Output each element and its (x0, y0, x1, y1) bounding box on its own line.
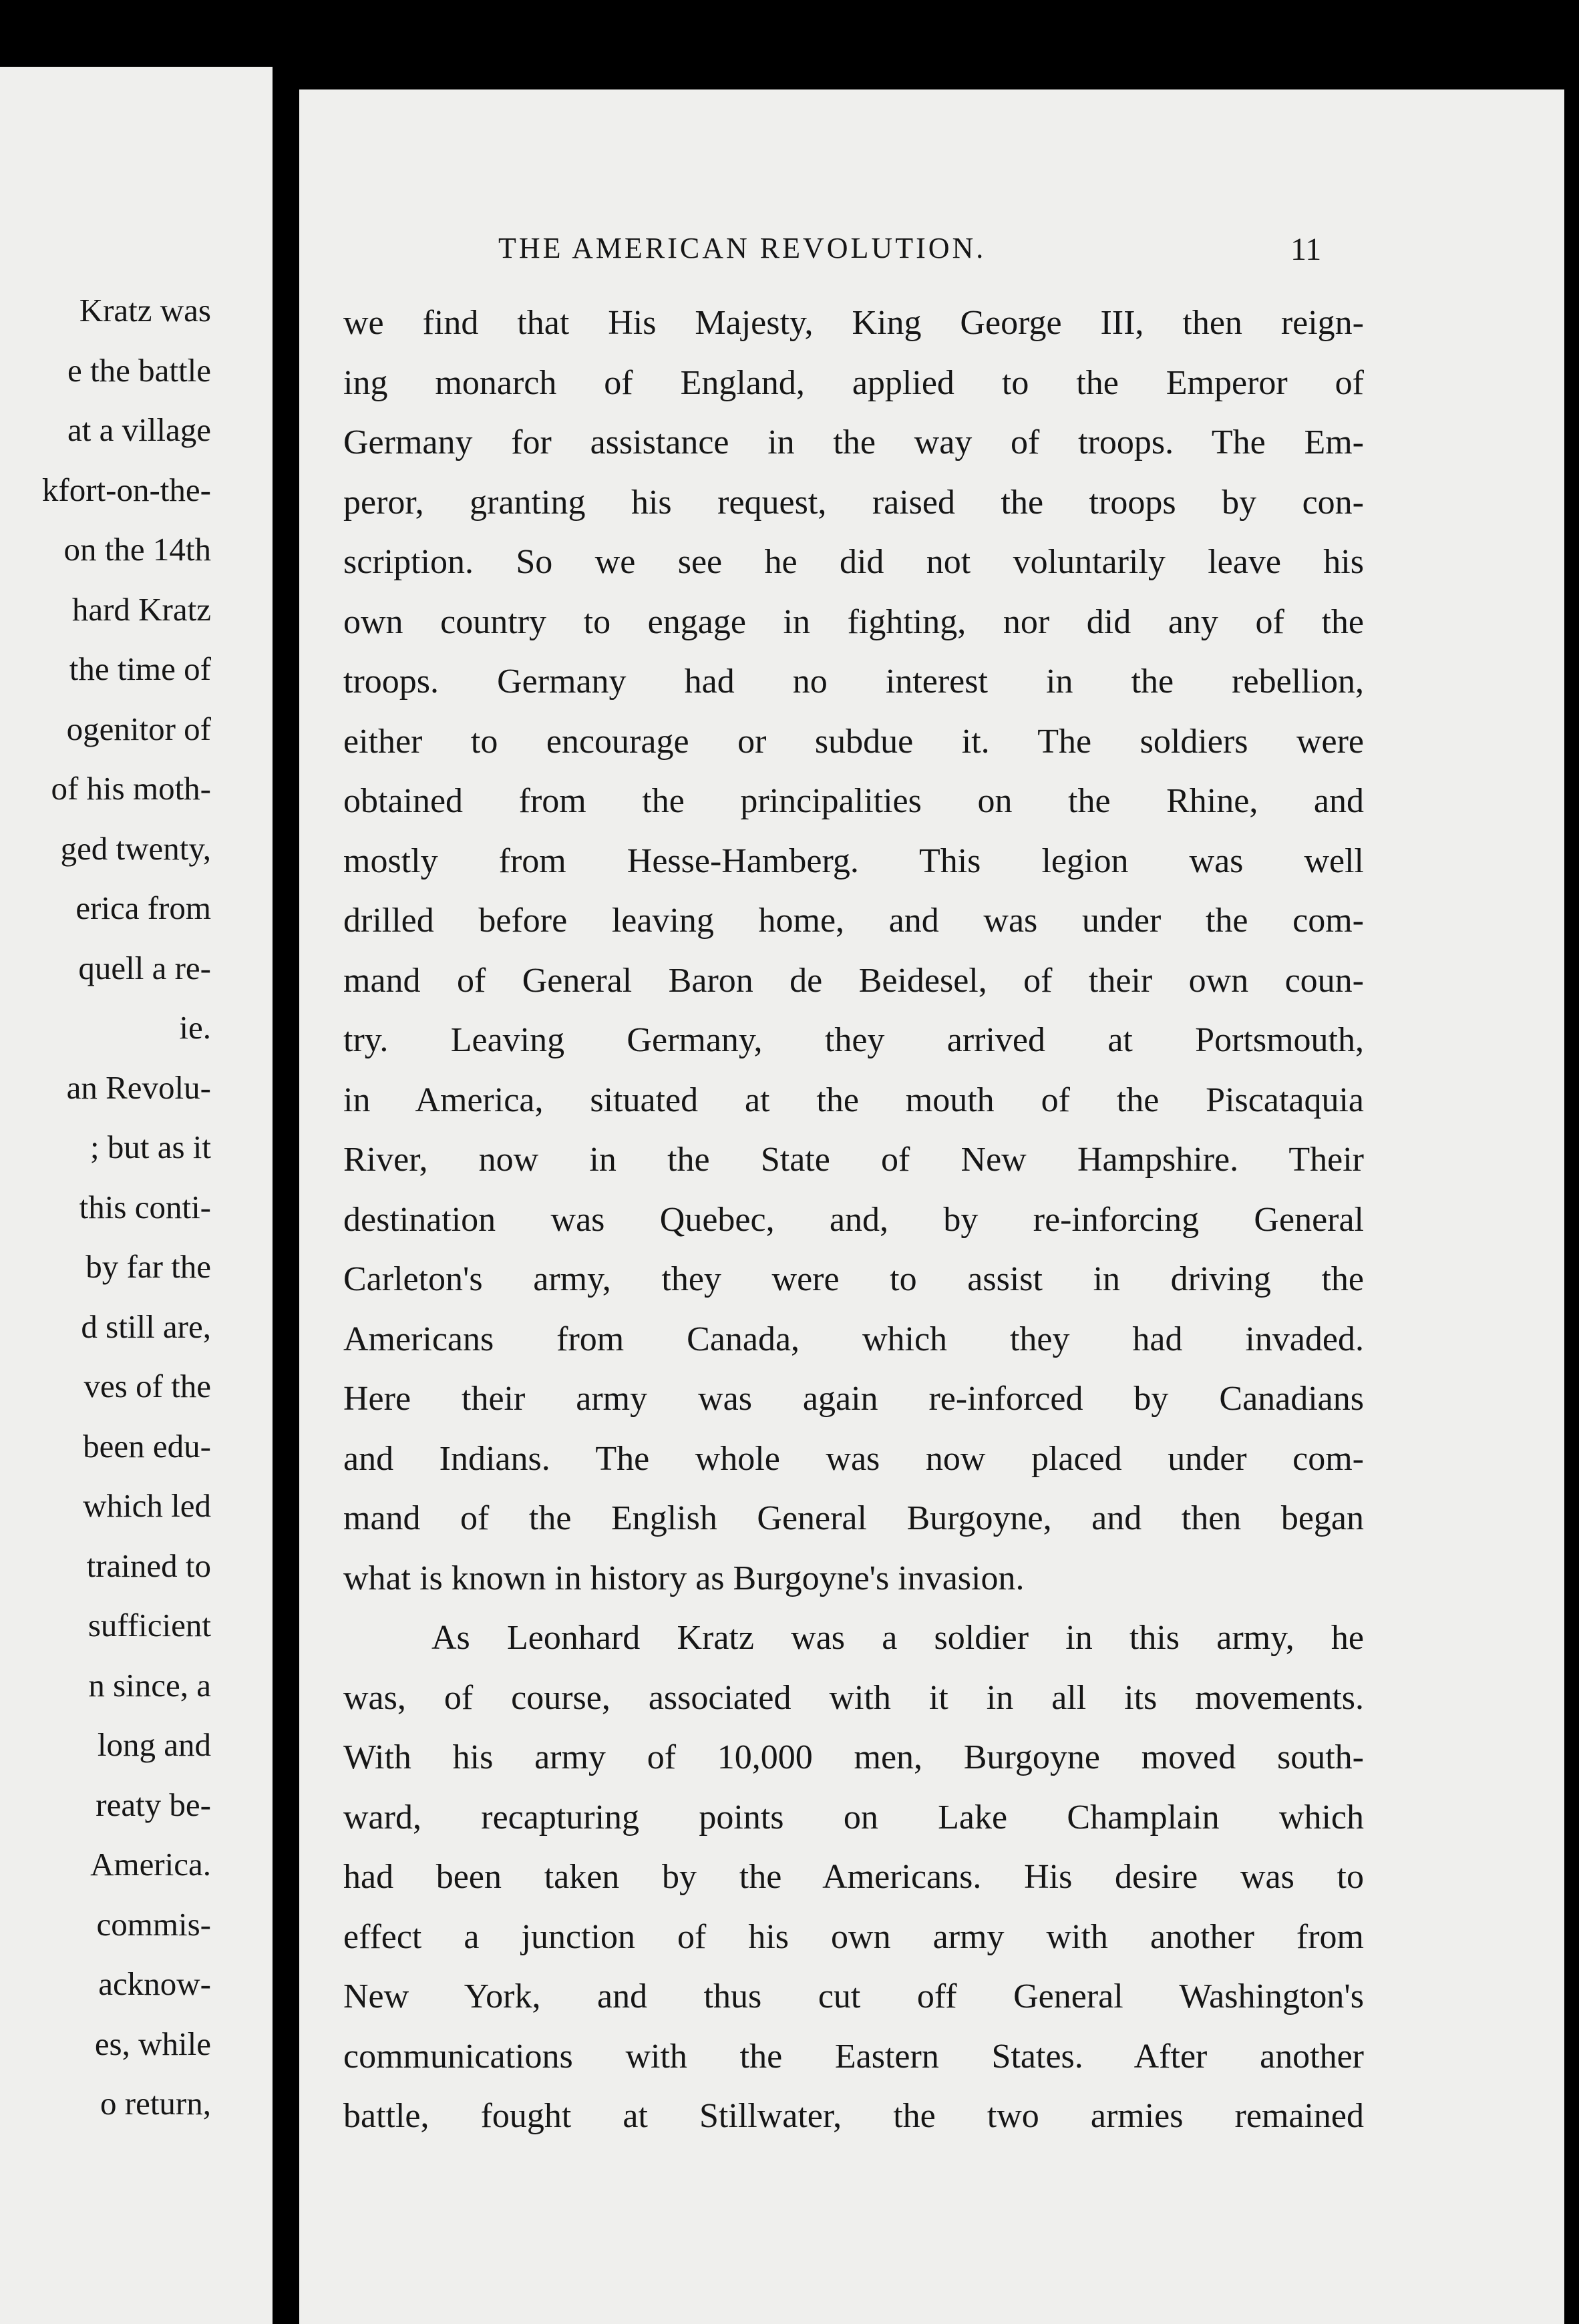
body-line: effect a junction of his own army with another from (343, 1917, 1364, 1956)
body-line: drilled before leaving home, and was under the com- (343, 902, 1364, 940)
left-page-line: ; but as it (90, 1129, 211, 1165)
body-line: mand of General Baron de Beidesel, of their own coun- (343, 961, 1364, 1000)
left-page-line: d still are, (81, 1308, 211, 1345)
left-page-line: kfort-on-the- (41, 471, 211, 508)
left-page-line: at a village (67, 411, 211, 448)
left-page (0, 67, 273, 2324)
left-page-line: this conti- (79, 1188, 211, 1225)
body-line: ing monarch of England, applied to the Emperor of (343, 363, 1364, 402)
left-page-line: Kratz was (79, 292, 211, 329)
body-line: ward, recapturing points on Lake Champlain which (343, 1798, 1364, 1836)
body-line: Germany for assistance in the way of troops. The Em- (343, 423, 1364, 461)
left-page-line: es, while (94, 2025, 211, 2062)
left-page-line: long and (97, 1726, 211, 1763)
left-page-line: acknow- (98, 1965, 211, 2002)
body-line: battle, fought at Stillwater, the two armies remained (343, 2097, 1364, 2135)
left-page-line: of his moth- (51, 770, 211, 807)
body-line: communications with the Eastern States. After another (343, 2037, 1364, 2076)
left-page-line: commis- (96, 1905, 211, 1943)
left-page-line: by far the (85, 1248, 211, 1285)
left-page-line: e the battle (67, 351, 211, 389)
left-page-line: ged twenty, (60, 829, 211, 867)
left-page-line: sufficient (87, 1607, 211, 1643)
left-page-line: been edu- (83, 1427, 211, 1465)
left-page-line: the time of (69, 650, 211, 687)
body-line: peror, granting his request, raised the troops by con- (343, 483, 1364, 522)
body-line: mand of the English General Burgoyne, and then began (343, 1499, 1364, 1537)
body-line: mostly from Hesse-Hamberg. This legion was well (343, 841, 1364, 880)
body-line: in America, situated at the mouth of the Piscataquia (343, 1081, 1364, 1119)
left-page-line: n since, a (88, 1666, 211, 1704)
body-line: was, of course, associated with it in all its movements. (343, 1678, 1364, 1717)
body-line: destination was Quebec, and, by re-inforcing General (343, 1200, 1364, 1239)
body-line: River, now in the State of New Hampshire. Their (343, 1141, 1364, 1179)
left-page-line: hard Kratz (71, 590, 211, 628)
body-line: either to encourage or subdue it. The soldiers were (343, 722, 1364, 761)
body-line: troops. Germany had no interest in the rebellion, (343, 662, 1364, 701)
left-page-line: erica from (75, 890, 211, 926)
body-line: scription. So we see he did not voluntarily leave his (343, 543, 1364, 581)
body-line: obtained from the principalities on the Rhine, and (343, 782, 1364, 820)
body-line: Carleton's army, they were to assist in driving the (343, 1260, 1364, 1298)
left-page-line: ogenitor of (66, 710, 211, 747)
book-gutter (273, 0, 299, 2324)
left-page-line: which led (83, 1487, 211, 1524)
body-line: Americans from Canada, which they had invaded. (343, 1320, 1364, 1358)
right-page (299, 89, 1564, 2324)
left-page-line: trained to (86, 1547, 211, 1584)
left-page-line: America. (90, 1846, 211, 1883)
body-line: what is known in history as Burgoyne's invasion. (343, 1559, 1025, 1597)
body-line: and Indians. The whole was now placed under com- (343, 1439, 1364, 1478)
body-line: had been taken by the Americans. His desire was to (343, 1858, 1364, 1896)
left-page-line: quell a re- (78, 949, 211, 986)
body-line: New York, and thus cut off General Washington's (343, 1977, 1364, 2015)
body-line: With his army of 10,000 men, Burgoyne moved south- (343, 1738, 1364, 1776)
left-page-line: on the 14th (63, 531, 211, 568)
page-number: 11 (1290, 232, 1322, 267)
body-line: we find that His Majesty, King George III, then reign- (343, 304, 1364, 342)
left-page-text (0, 67, 273, 2324)
left-page-line: reaty be- (96, 1786, 211, 1823)
body-line: Here their army was again re-inforced by Canadians (343, 1380, 1364, 1418)
body-line: own country to engage in fighting, nor did any of the (343, 602, 1364, 641)
body-line: As Leonhard Kratz was a soldier in this army, he (431, 1619, 1364, 1657)
left-page-line: ves of the (83, 1368, 211, 1404)
left-page-line: o return, (100, 2085, 211, 2122)
running-head: THE AMERICAN REVOLUTION. (498, 232, 987, 264)
body-line: try. Leaving Germany, they arrived at Portsmouth, (343, 1021, 1364, 1059)
left-page-line: ie. (179, 1009, 211, 1046)
left-page-line: an Revolu- (66, 1069, 211, 1106)
